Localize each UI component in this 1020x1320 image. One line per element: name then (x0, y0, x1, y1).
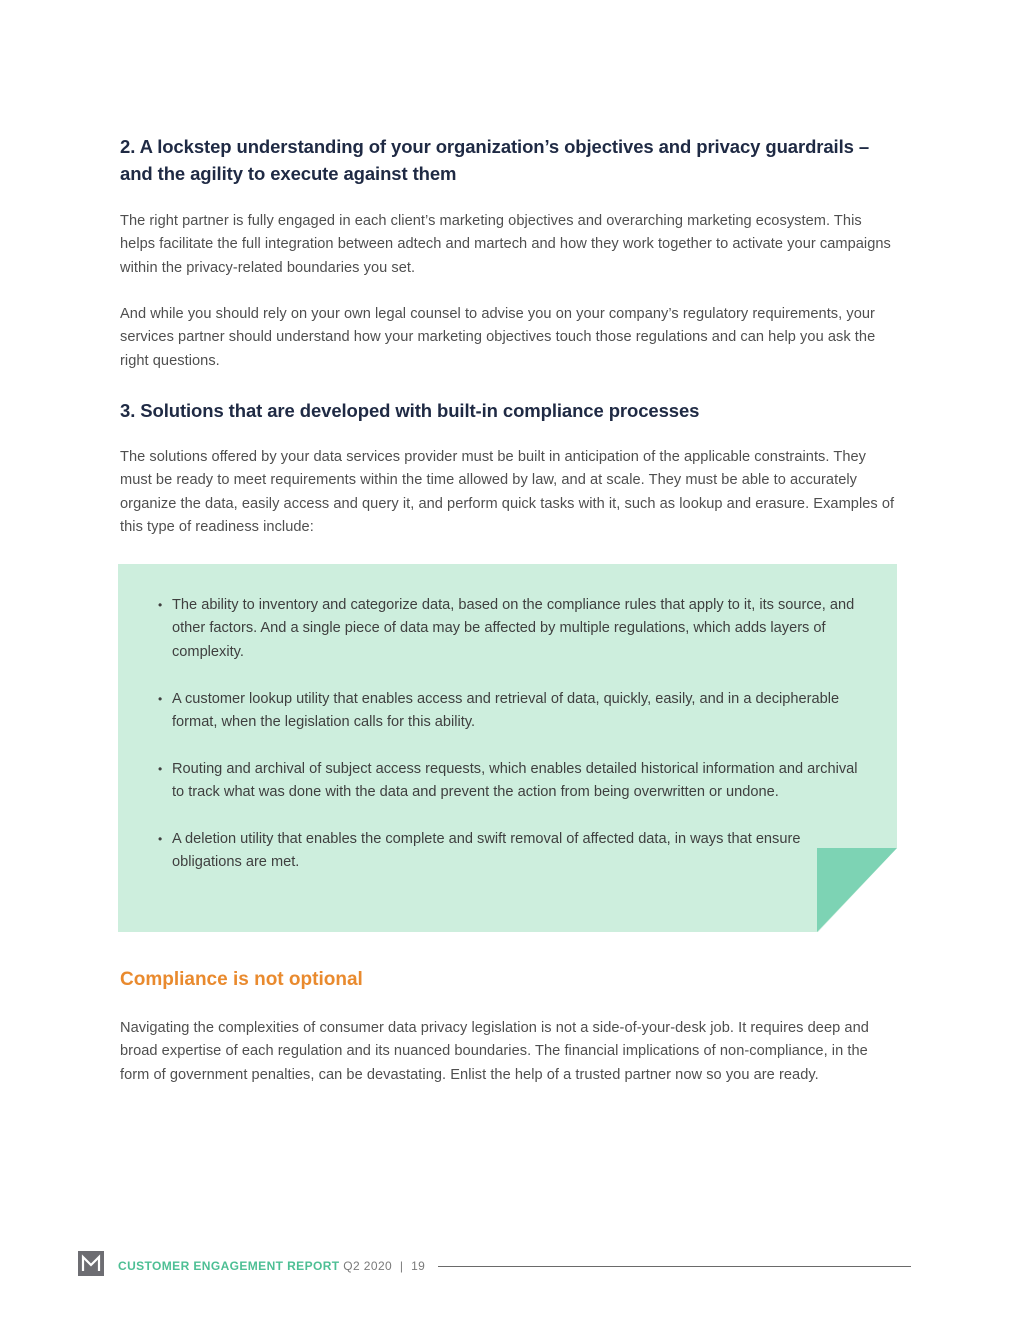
readiness-list (158, 594, 862, 898)
list-item-text: Routing and archival of subject access requests, which enables detailed historical information and archival to track what was done with the data and prevent the action from being overwritten or undone. (172, 760, 858, 801)
bullet-icon: • (158, 691, 163, 706)
section-2-heading (120, 133, 900, 187)
list-item (158, 594, 862, 664)
section-3-paragraph: The solutions offered by your data services provider must be built in anticipation of the applicable constraints. They must be ready to meet requirements within the time allowed by law, and at scale. They must be able to accurately organize the data, easily access and query it, and perform quick tasks with it, such as lookup and erasure. Examples of this type of readiness include: (120, 449, 895, 536)
list-item (158, 688, 862, 735)
bullet-icon: • (158, 832, 163, 847)
section-2-heading-line-1: 2. A lockstep understanding of your organization’s objectives and privacy guardrails – (120, 136, 870, 157)
conclusion-heading: Compliance is not optional (120, 969, 363, 990)
page-number: 19 (411, 1259, 426, 1273)
report-name: CUSTOMER ENGAGEMENT REPORT (118, 1259, 340, 1273)
list-item (158, 758, 862, 805)
conclusion-paragraph: Navigating the complexities of consumer data privacy legislation is not a side-of-your-desk job. It requires deep and broad expertise of each regulation and its nuanced boundaries. The financial implications of non-compliance, in the form of government penalties, can be devastating. Enlist the help of a trusted partner now so you are ready. (120, 1020, 869, 1083)
list-item-text: The ability to inventory and categorize data, based on the compliance rules that apply to it, its source, and other factors. And a single piece of data may be affected by multiple regulations, which adds layers of complexity. (172, 597, 855, 660)
footer-divider (438, 1266, 911, 1267)
logo (78, 1251, 104, 1276)
footer (118, 1258, 425, 1274)
footer-separator: | (399, 1259, 404, 1273)
section-2-paragraph-1: The right partner is fully engaged in each client’s marketing objectives and overarching marketing ecosystem. This helps facilitate the full integration between adtech and martech and how they work together to activate your campaigns within the privacy-related boundaries you set. (120, 213, 891, 276)
section-3-heading: 3. Solutions that are developed with built-in compliance processes (120, 400, 700, 421)
report-quarter: Q2 2020 (343, 1259, 393, 1273)
bullet-icon: • (158, 598, 163, 612)
section-2-paragraph-2: And while you should rely on your own legal counsel to advise you on your company’s regulatory requirements, your services partner should understand how your marketing objectives touch those regulations and can help you ask the right questions. (120, 306, 876, 369)
m-logo-icon (78, 1251, 104, 1276)
list-item (158, 828, 812, 875)
bullet-icon: • (158, 761, 163, 776)
logo-letter: M (91, 1275, 92, 1276)
section-2-heading-line-2: and the agility to execute against them (120, 163, 457, 184)
list-item-text: A customer lookup utility that enables access and retrieval of data, quickly, easily, and in a decipherable format, when the legislation calls for this ability. (172, 690, 840, 731)
list-item-text: A deletion utility that enables the complete and swift removal of affected data, in ways that ensure obligations are met. (172, 831, 801, 871)
